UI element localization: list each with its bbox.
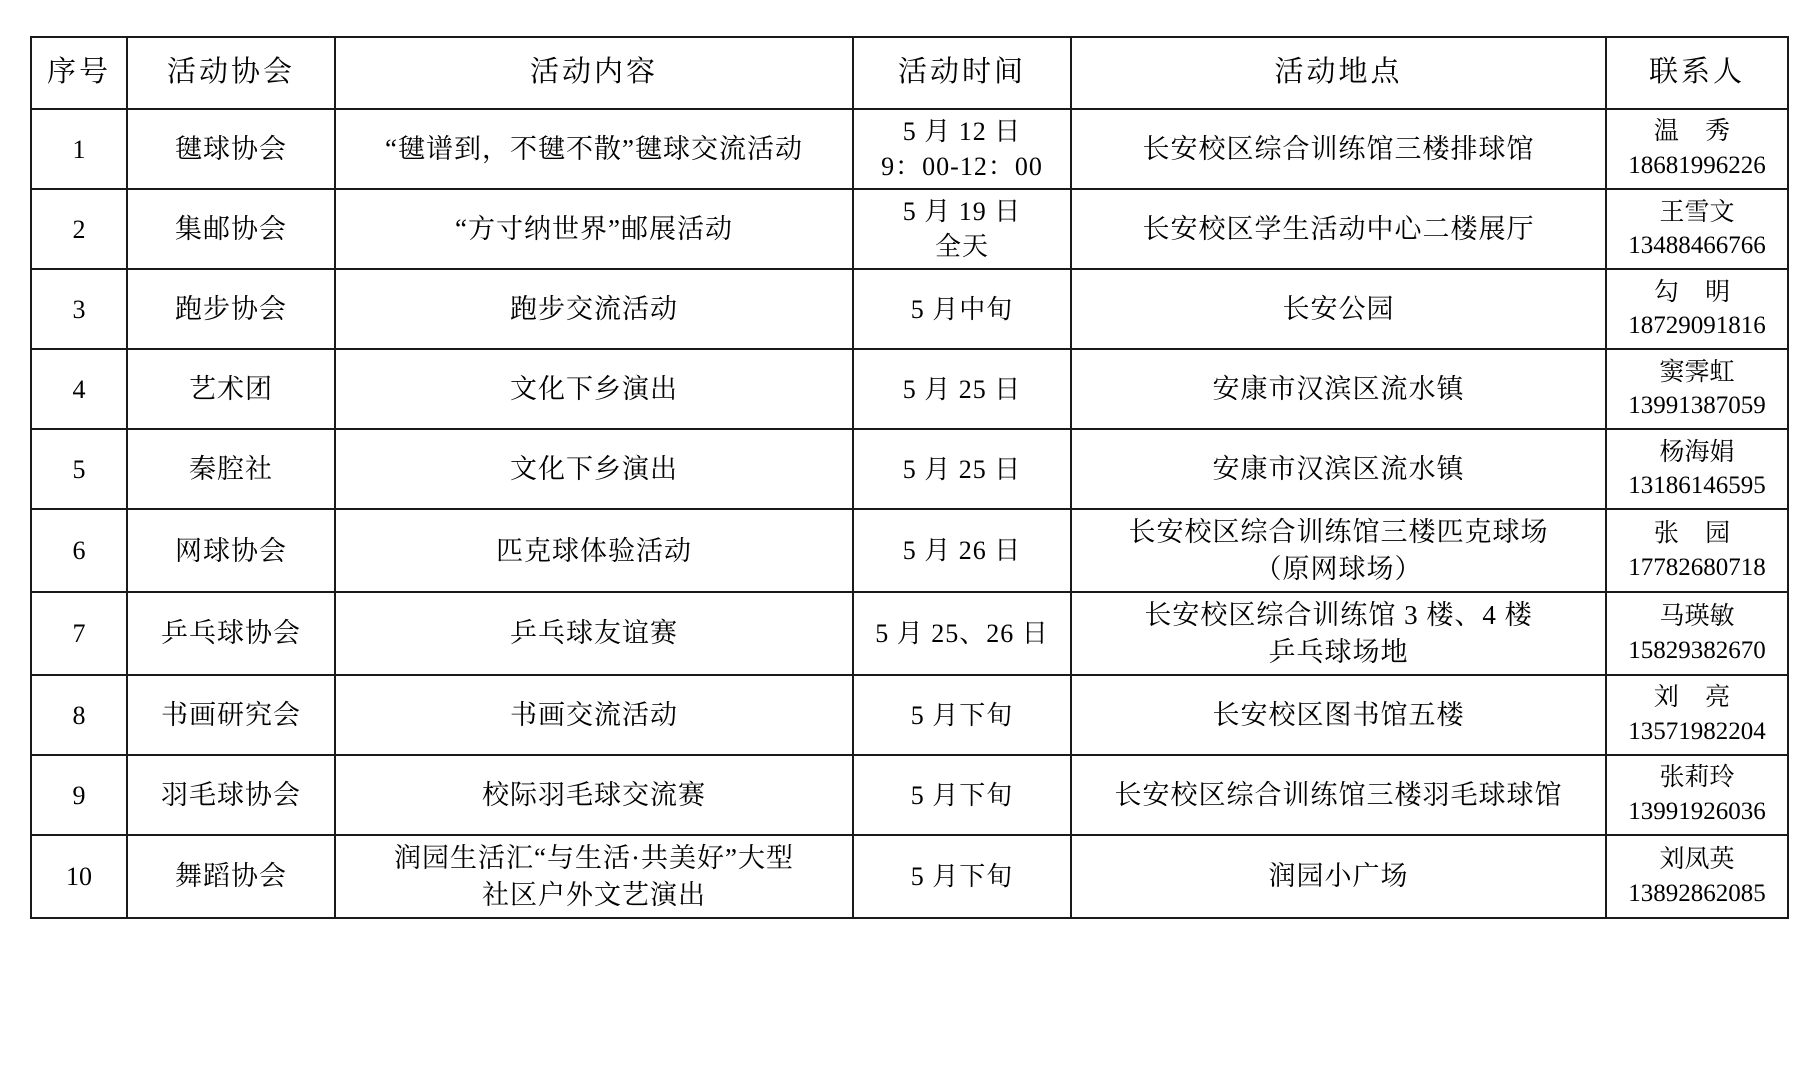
cell-place-line1: 长安校区综合训练馆三楼排球馆 <box>1142 133 1535 164</box>
cell-contact-name: 王雪文 <box>1659 198 1735 226</box>
cell-contact-name: 刘凤英 <box>1659 845 1735 873</box>
cell-time <box>853 592 1071 675</box>
cell-contact <box>1606 429 1788 509</box>
cell-contact-name: 刘 亮 <box>1653 684 1741 712</box>
table-header-row <box>31 37 1788 109</box>
cell-place <box>1071 592 1606 675</box>
table-row <box>31 269 1788 349</box>
cell-contact-name: 窦霁虹 <box>1659 358 1735 386</box>
cell-time-line1: 5 月 12 日 <box>902 117 1022 146</box>
cell-content: “方寸纳世界”邮展活动 <box>335 189 853 269</box>
table-row <box>31 509 1788 592</box>
cell-place-line2: 乒乓球场地 <box>1268 636 1409 667</box>
cell-place <box>1071 269 1606 349</box>
cell-time-line1: 5 月下旬 <box>910 862 1014 892</box>
cell-contact-name: 张莉玲 <box>1659 764 1735 792</box>
cell-contact-phone: 18729091816 <box>1628 312 1766 340</box>
cell-contact-phone: 13991926036 <box>1628 798 1766 826</box>
cell-contact-name: 杨海娟 <box>1659 438 1735 466</box>
cell-association: 毽球协会 <box>127 109 335 189</box>
cell-place <box>1071 509 1606 592</box>
cell-contact-name: 勾 明 <box>1653 278 1741 306</box>
cell-contact <box>1606 755 1788 835</box>
column-header-content: 活动内容 <box>335 37 853 109</box>
cell-place-line1: 长安公园 <box>1282 294 1395 325</box>
cell-place-line2: （原网球场） <box>1254 553 1423 584</box>
column-header-association: 活动协会 <box>127 37 335 109</box>
cell-association: 舞蹈协会 <box>127 835 335 918</box>
cell-association: 秦腔社 <box>127 429 335 509</box>
cell-time-line1: 5 月 25 日 <box>902 454 1022 484</box>
cell-content <box>335 835 853 918</box>
cell-association: 跑步协会 <box>127 269 335 349</box>
column-header-contact: 联系人 <box>1606 37 1788 109</box>
cell-content: 乒乓球友谊赛 <box>335 592 853 675</box>
table-row <box>31 835 1788 918</box>
cell-index: 4 <box>31 349 127 429</box>
cell-content: 书画交流活动 <box>335 675 853 755</box>
cell-index: 5 <box>31 429 127 509</box>
cell-contact-phone: 13571982204 <box>1628 718 1766 746</box>
cell-content-line1: 润园生活汇“与生活·共美好”大型 <box>394 843 794 874</box>
cell-place-line1: 长安校区学生活动中心二楼展厅 <box>1142 214 1535 245</box>
cell-content: 跑步交流活动 <box>335 269 853 349</box>
cell-time <box>853 269 1071 349</box>
cell-contact-name: 马瑛敏 <box>1659 602 1735 630</box>
cell-place-line1: 安康市汉滨区流水镇 <box>1212 374 1465 405</box>
table-row <box>31 592 1788 675</box>
cell-time <box>853 349 1071 429</box>
cell-place <box>1071 755 1606 835</box>
cell-contact <box>1606 835 1788 918</box>
cell-association: 羽毛球协会 <box>127 755 335 835</box>
cell-time-line1: 5 月下旬 <box>910 780 1014 810</box>
cell-index: 3 <box>31 269 127 349</box>
column-header-place: 活动地点 <box>1071 37 1606 109</box>
cell-place <box>1071 675 1606 755</box>
cell-contact-phone: 13892862085 <box>1628 879 1766 907</box>
cell-time-line2: 9：00-12：00 <box>881 152 1043 182</box>
cell-time <box>853 509 1071 592</box>
cell-contact-phone: 13186146595 <box>1628 472 1766 500</box>
cell-time <box>853 755 1071 835</box>
cell-association: 书画研究会 <box>127 675 335 755</box>
cell-contact-phone: 13991387059 <box>1628 392 1766 420</box>
cell-index: 9 <box>31 755 127 835</box>
table-row <box>31 109 1788 189</box>
cell-content: 匹克球体验活动 <box>335 509 853 592</box>
cell-contact <box>1606 675 1788 755</box>
cell-association: 集邮协会 <box>127 189 335 269</box>
cell-contact-phone: 15829382670 <box>1628 636 1766 664</box>
cell-contact <box>1606 349 1788 429</box>
cell-index: 7 <box>31 592 127 675</box>
cell-contact-name: 温 秀 <box>1653 118 1741 146</box>
cell-content-line2: 社区户外文艺演出 <box>482 879 706 910</box>
cell-place <box>1071 189 1606 269</box>
cell-content: 文化下乡演出 <box>335 429 853 509</box>
cell-place <box>1071 835 1606 918</box>
cell-time <box>853 675 1071 755</box>
table-row <box>31 429 1788 509</box>
cell-time-line2: 全天 <box>934 232 989 262</box>
cell-contact <box>1606 592 1788 675</box>
cell-time-line1: 5 月 25 日 <box>902 374 1022 404</box>
cell-index: 10 <box>31 835 127 918</box>
cell-contact-phone: 13488466766 <box>1628 232 1766 260</box>
column-header-time: 活动时间 <box>853 37 1071 109</box>
cell-contact <box>1606 189 1788 269</box>
cell-content: “毽谱到，不毽不散”毽球交流活动 <box>335 109 853 189</box>
cell-place-line1: 安康市汉滨区流水镇 <box>1212 454 1465 485</box>
activity-schedule-table <box>30 36 1789 919</box>
cell-place-line1: 长安校区综合训练馆三楼羽毛球球馆 <box>1114 779 1563 810</box>
table-row <box>31 675 1788 755</box>
cell-time <box>853 189 1071 269</box>
cell-contact-phone: 17782680718 <box>1628 553 1766 581</box>
table-row <box>31 755 1788 835</box>
table-row <box>31 189 1788 269</box>
cell-index: 2 <box>31 189 127 269</box>
cell-content: 文化下乡演出 <box>335 349 853 429</box>
cell-index: 1 <box>31 109 127 189</box>
cell-association: 乒乓球协会 <box>127 592 335 675</box>
cell-time-line1: 5 月 25、26 日 <box>875 619 1049 649</box>
cell-time <box>853 835 1071 918</box>
column-header-index: 序号 <box>31 37 127 109</box>
cell-contact <box>1606 509 1788 592</box>
cell-place-line1: 长安校区综合训练馆三楼匹克球场 <box>1128 517 1549 548</box>
cell-time-line1: 5 月下旬 <box>910 700 1014 730</box>
cell-time <box>853 109 1071 189</box>
cell-content: 校际羽毛球交流赛 <box>335 755 853 835</box>
cell-place <box>1071 349 1606 429</box>
cell-contact-phone: 18681996226 <box>1628 152 1766 180</box>
cell-contact <box>1606 109 1788 189</box>
cell-place <box>1071 429 1606 509</box>
cell-place-line1: 长安校区图书馆五楼 <box>1212 699 1465 730</box>
cell-contact <box>1606 269 1788 349</box>
table-row <box>31 349 1788 429</box>
cell-association: 网球协会 <box>127 509 335 592</box>
cell-place-line1: 润园小广场 <box>1268 861 1409 892</box>
cell-place <box>1071 109 1606 189</box>
cell-index: 8 <box>31 675 127 755</box>
cell-association: 艺术团 <box>127 349 335 429</box>
table-header <box>31 37 1788 109</box>
cell-index: 6 <box>31 509 127 592</box>
cell-time-line1: 5 月中旬 <box>910 294 1014 324</box>
table-body <box>31 109 1788 918</box>
cell-time-line1: 5 月 19 日 <box>902 197 1022 227</box>
cell-contact-name: 张 园 <box>1653 520 1741 548</box>
cell-time-line1: 5 月 26 日 <box>902 536 1022 566</box>
cell-place-line1: 长安校区综合训练馆 3 楼、4 楼 <box>1144 600 1533 631</box>
cell-time <box>853 429 1071 509</box>
